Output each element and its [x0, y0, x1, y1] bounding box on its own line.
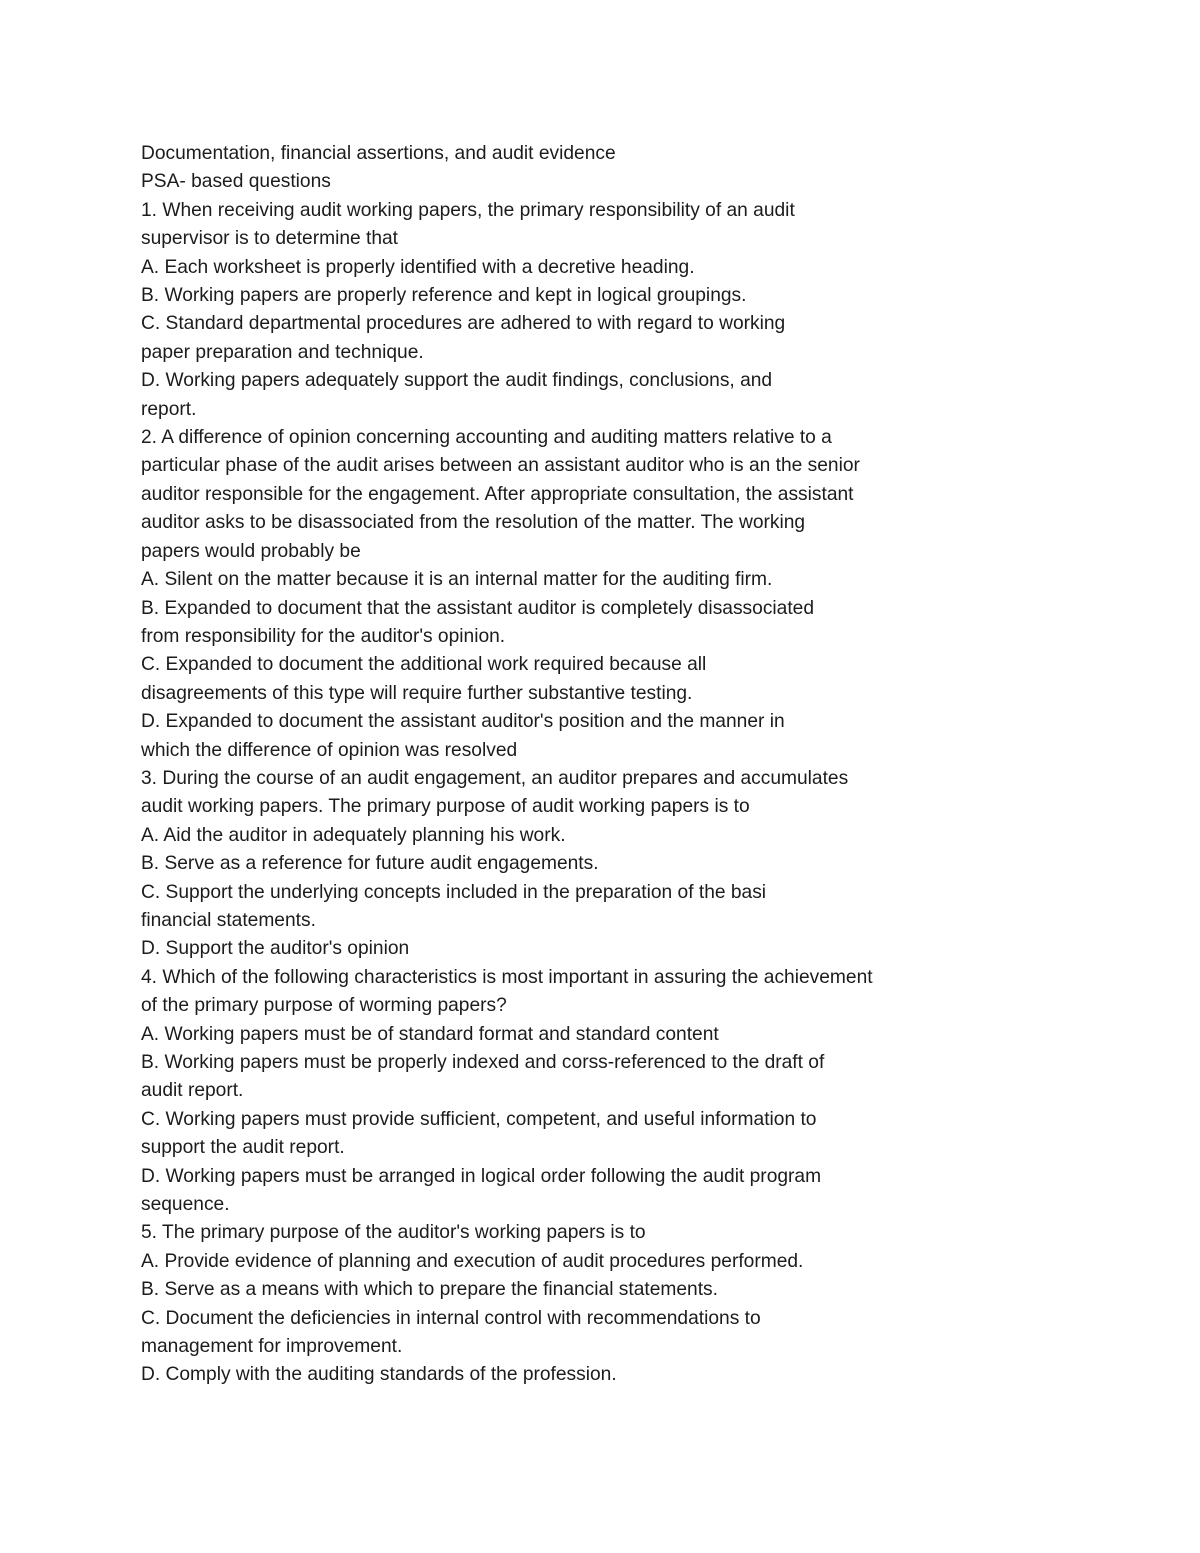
question-4-option-c: C. Working papers must provide sufficient, competent, and useful information to — [141, 1108, 817, 1130]
question-5-text: 5. The primary purpose of the auditor's working papers is to — [141, 1222, 646, 1244]
question-5-option-c: management for improvement. — [141, 1336, 403, 1358]
question-4-text: of the primary purpose of worming papers? — [141, 995, 507, 1017]
question-2-option-c: disagreements of this type will require further substantive testing. — [141, 682, 693, 704]
question-5-option-c: C. Document the deficiencies in internal control with recommendations to — [141, 1307, 761, 1329]
document-subtitle: PSA- based questions — [141, 171, 331, 193]
question-2-text: papers would probably be — [141, 540, 361, 562]
question-2-option-d: D. Expanded to document the assistant auditor's position and the manner in — [141, 711, 785, 733]
question-4-option-d: sequence. — [141, 1194, 230, 1216]
question-2-text: auditor responsible for the engagement. After appropriate consultation, the assistant — [141, 483, 854, 505]
question-1-option-d: D. Working papers adequately support the audit findings, conclusions, and — [141, 370, 773, 392]
question-4-option-b: audit report. — [141, 1080, 244, 1102]
question-2-option-d: which the difference of opinion was resolved — [141, 739, 518, 761]
question-2-text: particular phase of the audit arises between an assistant auditor who is an the senior — [141, 455, 860, 477]
question-2-option-a: A. Silent on the matter because it is an internal matter for the auditing firm. — [141, 569, 773, 591]
question-4-option-c: support the audit report. — [141, 1137, 345, 1159]
question-1-option-b: B. Working papers are properly reference and kept in logical groupings. — [141, 285, 747, 307]
question-4-option-b: B. Working papers must be properly indexed and corss-referenced to the draft of — [141, 1052, 825, 1073]
question-1-option-d: report. — [141, 398, 197, 420]
question-3-option-a: A. Aid the auditor in adequately planning his work. — [141, 824, 566, 846]
question-2-text: 2. A difference of opinion concerning accounting and auditing matters relative to a — [141, 427, 832, 449]
question-2-option-b: B. Expanded to document that the assistant auditor is completely disassociated — [141, 597, 815, 619]
question-3-text: audit working papers. The primary purpose of audit working papers is to — [141, 796, 750, 818]
question-1-option-a: A. Each worksheet is properly identified with a decretive heading. — [141, 256, 695, 278]
question-1-text: 1. When receiving audit working papers, the primary responsibility of an audit — [141, 199, 795, 221]
question-2-option-b: from responsibility for the auditor's opinion. — [141, 625, 506, 647]
question-2-option-c: C. Expanded to document the additional work required because all — [141, 654, 707, 676]
document-body — [141, 140, 1021, 1390]
question-5-option-b: B. Serve as a means with which to prepare the financial statements. — [141, 1279, 718, 1301]
question-3-option-c: C. Support the underlying concepts included in the preparation of the basi — [141, 881, 767, 903]
question-4-option-a: A. Working papers must be of standard format and standard content — [141, 1023, 719, 1045]
question-5-option-d: D. Comply with the auditing standards of the profession. — [141, 1364, 617, 1386]
question-3-option-c: financial statements. — [141, 909, 316, 931]
question-3-text: 3. During the course of an audit engagement, an auditor prepares and accumulates — [141, 767, 849, 789]
question-2-text: auditor asks to be disassociated from the resolution of the matter. The working — [141, 512, 806, 534]
question-3-option-b: B. Serve as a reference for future audit engagements. — [141, 853, 599, 875]
question-1-text: supervisor is to determine that — [141, 228, 399, 250]
question-3-option-d: D. Support the auditor's opinion — [141, 938, 410, 960]
question-5-option-a: A. Provide evidence of planning and execution of audit procedures performed. — [141, 1250, 804, 1272]
document-title: Documentation, financial assertions, and audit evidence — [141, 143, 616, 164]
question-4-option-d: D. Working papers must be arranged in logical order following the audit program — [141, 1165, 822, 1187]
question-1-option-c: C. Standard departmental procedures are adhered to with regard to working — [141, 313, 786, 335]
question-4-text: 4. Which of the following characteristics is most important in assuring the achievement — [141, 966, 873, 988]
question-1-option-c: paper preparation and technique. — [141, 341, 424, 363]
